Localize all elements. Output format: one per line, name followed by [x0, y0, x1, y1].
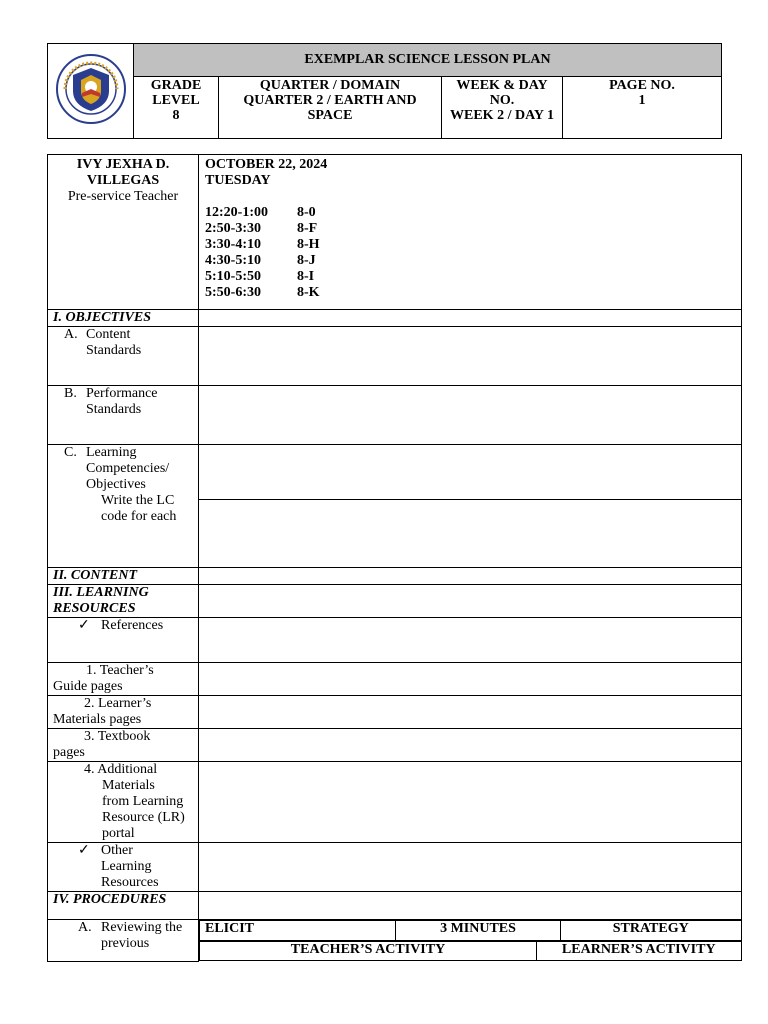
learning-competencies-field[interactable] [199, 445, 742, 500]
logo-cell [48, 44, 134, 139]
deped-seal-icon [55, 53, 127, 125]
schedule-row: 2:50-3:30 8-F [205, 221, 318, 236]
content-standards-label: A. Content Standards [48, 327, 199, 386]
learning-competencies-label: C. Learning Competencies/ Objectives Write the LC code for each [48, 445, 199, 568]
procedures-field[interactable] [199, 892, 742, 920]
checkmark-icon: ✓ [78, 618, 90, 633]
content-heading: II. CONTENT [48, 568, 199, 585]
procedures-heading: IV. PROCEDURES [48, 892, 199, 920]
elicit-table [199, 920, 742, 941]
header-table [47, 43, 722, 139]
lc-code-field[interactable] [199, 500, 742, 568]
quarter-value: QUARTER 2 / EARTH AND SPACE [243, 93, 417, 123]
schedule-cell [199, 155, 742, 310]
schedule-row: 5:50-6:30 8-K [205, 285, 320, 300]
lesson-plan-title: EXEMPLAR SCIENCE LESSON PLAN [134, 44, 722, 77]
learners-materials-field[interactable] [199, 696, 742, 729]
grade-value: 8 [172, 108, 180, 123]
teacher-role: Pre-service Teacher [67, 189, 179, 204]
minutes-label: 3 MINUTES [396, 921, 561, 941]
activity-table [199, 941, 742, 961]
other-resources-field[interactable] [199, 843, 742, 892]
lesson-date: OCTOBER 22, 2024 [205, 157, 328, 172]
schedule-row: 5:10-5:50 8-I [205, 269, 315, 284]
checkmark-icon: ✓ [78, 843, 90, 858]
content-field[interactable] [199, 568, 742, 585]
teacher-activity-header: TEACHER’S ACTIVITY [200, 942, 537, 961]
page-no-cell: PAGE NO. 1 [563, 77, 722, 139]
week-value: WEEK 2 / DAY 1 [450, 108, 554, 123]
performance-standards-field[interactable] [199, 386, 742, 445]
teachers-guide-label: 1. Teacher’s Guide pages [48, 663, 199, 696]
grade-level-cell: GRADE LEVEL 8 [134, 77, 219, 139]
learners-materials-label: 2. Learner’s Materials pages [48, 696, 199, 729]
references-label: ✓ References [48, 618, 199, 663]
lesson-day: TUESDAY [205, 173, 271, 188]
reviewing-previous-label: A. Reviewing the previous [48, 920, 199, 962]
objectives-heading: I. OBJECTIVES [48, 310, 199, 327]
schedule-row: 12:20-1:00 8-0 [205, 205, 316, 220]
strategy-label: STRATEGY [561, 921, 742, 941]
additional-materials-field[interactable] [199, 762, 742, 843]
teachers-guide-field[interactable] [199, 663, 742, 696]
additional-materials-label: 4. Additional Materials from Learning Resource (LR) portal [48, 762, 199, 843]
lesson-plan-table [47, 154, 742, 962]
performance-standards-label: B. Performance Standards [48, 386, 199, 445]
week-day-cell: WEEK & DAY NO. WEEK 2 / DAY 1 [442, 77, 563, 139]
textbook-pages-field[interactable] [199, 729, 742, 762]
learning-resources-field[interactable] [199, 585, 742, 618]
learning-resources-heading: III. LEARNING RESOURCES [48, 585, 199, 618]
page-value: 1 [638, 93, 646, 108]
elicit-label: ELICIT [200, 921, 396, 941]
other-resources-label: ✓ Other Learning Resources [48, 843, 199, 892]
references-field[interactable] [199, 618, 742, 663]
schedule-row: 4:30-5:10 8-J [205, 253, 316, 268]
teacher-name: IVY JEXHA D. [76, 157, 170, 172]
textbook-pages-label: 3. Textbook pages [48, 729, 199, 762]
quarter-domain-cell: QUARTER / DOMAIN QUARTER 2 / EARTH AND SPACE [219, 77, 442, 139]
content-standards-field[interactable] [199, 327, 742, 386]
schedule-row: 3:30-4:10 8-H [205, 237, 320, 252]
procedures-detail-cell [199, 920, 742, 962]
objectives-field[interactable] [199, 310, 742, 327]
learner-activity-header: LEARNER’S ACTIVITY [537, 942, 742, 961]
teacher-cell: IVY JEXHA D. VILLEGAS Pre-service Teacher [48, 155, 199, 310]
